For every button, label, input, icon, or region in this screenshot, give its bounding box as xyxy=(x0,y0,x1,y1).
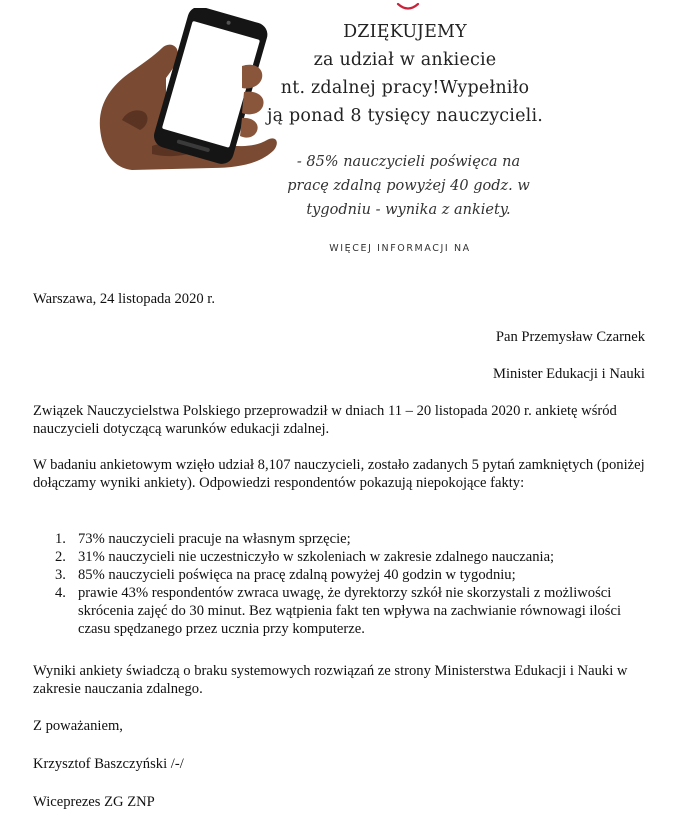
list-item xyxy=(33,566,645,584)
facts-list xyxy=(33,530,645,638)
closing-salutation: Z poważaniem, xyxy=(33,718,123,734)
list-item-text: 31% nauczycieli nie uczestniczyło w szkoleniach w zakresie zdalnego nauczania; xyxy=(78,549,555,565)
list-item-text: 73% nauczycieli pracuje na własnym sprzęcie; xyxy=(78,531,351,547)
list-item xyxy=(33,530,645,548)
list-number: 1. xyxy=(55,531,66,547)
banner-quote xyxy=(256,150,561,222)
survey-thanks-banner xyxy=(0,0,675,258)
headline-line: za udział w ankiecie xyxy=(313,50,497,70)
headline-line: ją ponad 8 tysięcy nauczycieli. xyxy=(266,106,544,126)
quote-line: tygodniu - wynika z ankiety. xyxy=(306,202,511,218)
quote-line: - 85% nauczycieli poświęca na xyxy=(296,154,521,170)
more-info-link[interactable]: WIĘCEJ INFORMACJI NA xyxy=(329,243,471,254)
list-item xyxy=(33,584,645,638)
list-item xyxy=(33,548,645,566)
paragraph-intro: Związek Nauczycielstwa Polskiego przeprowadził w dniach 11 – 20 listopada 2020 r. ankietę wśród nauczycieli dotyczącą warunków edukacji zdalnej. xyxy=(33,403,617,437)
paragraph-survey: W badaniu ankietowym wzięło udział 8,107 nauczycieli, zostało zadanych 5 pytań zamkniętych (poniżej dołączamy wyniki ankiety). Odpowiedzi respondentów pokazują niepokojące fakty: xyxy=(33,457,645,491)
signer-role: Wiceprezes ZG ZNP xyxy=(33,794,155,810)
list-number: 2. xyxy=(55,549,66,565)
quote-line: pracę zdalną powyżej 40 godz. w xyxy=(287,178,530,194)
paragraph-conclusion: Wyniki ankiety świadczą o braku systemowych rozwiązań ze strony Ministerstwa Edukacji i Nauki w zakresie nauczania zdalnego. xyxy=(33,663,628,697)
list-number: 3. xyxy=(55,567,66,583)
banner-headline xyxy=(250,18,560,130)
list-number: 4. xyxy=(55,585,66,601)
signer-name: Krzysztof Baszczyński /-/ xyxy=(33,756,184,772)
headline-line: nt. zdalnej pracy!Wypełniło xyxy=(280,78,530,98)
recipient-name: Pan Przemysław Czarnek xyxy=(495,329,645,345)
red-accent-mark xyxy=(395,0,421,14)
recipient-title: Minister Edukacji i Nauki xyxy=(493,366,645,382)
headline-line: DZIĘKUJEMY xyxy=(343,22,467,42)
letter-date: Warszawa, 24 listopada 2020 r. xyxy=(33,291,216,307)
list-item-text: 85% nauczycieli poświęca na pracę zdalną powyżej 40 godzin w tygodniu; xyxy=(78,567,516,583)
list-item-text: prawie 43% respondentów zwraca uwagę, że dyrektorzy szkół nie skorzystali z możliwości skrócenia zajęć do 30 minut. Bez wątpienia fakt ten wpływa na zachwianie równowagi ilości czasu spędzanego przez ucznia przy komputerze. xyxy=(78,585,622,637)
